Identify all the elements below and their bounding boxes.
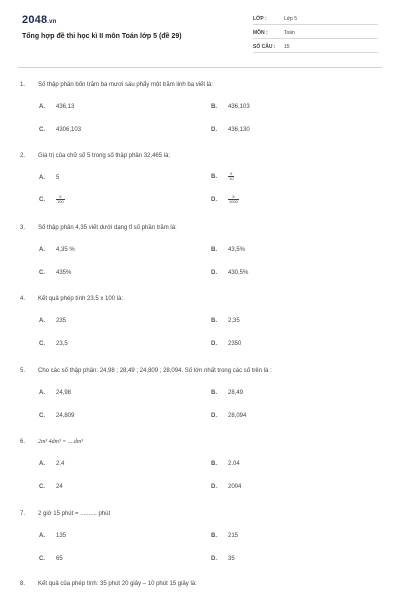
option-text: 435% bbox=[56, 270, 72, 276]
question-number: 8. bbox=[20, 581, 26, 587]
question-number: 5. bbox=[20, 368, 26, 374]
option-letter: C. bbox=[39, 341, 45, 347]
option-b[interactable] bbox=[211, 318, 240, 324]
option-letter: B. bbox=[211, 174, 217, 181]
option-letter: D. bbox=[211, 270, 217, 276]
option-letter: C. bbox=[39, 197, 45, 204]
question-number: 7. bbox=[20, 511, 26, 517]
option-text: 24 bbox=[56, 484, 63, 490]
option-letter: B. bbox=[211, 461, 217, 467]
option-text: 2,35 bbox=[228, 318, 240, 324]
option-letter: B. bbox=[211, 533, 217, 539]
option-text: 2.04 bbox=[228, 461, 240, 467]
option-letter: D. bbox=[211, 413, 217, 419]
option-b[interactable] bbox=[211, 104, 250, 110]
site-logo[interactable] bbox=[22, 14, 57, 26]
question-8 bbox=[0, 581, 400, 595]
option-letter: B. bbox=[211, 104, 217, 110]
option-c[interactable] bbox=[39, 413, 74, 419]
meta-key: MÔN : bbox=[253, 30, 268, 36]
document-header bbox=[0, 0, 400, 64]
option-text: 24,809 bbox=[56, 413, 75, 419]
option-d[interactable] bbox=[211, 127, 250, 133]
option-d[interactable] bbox=[211, 556, 235, 562]
option-letter: D. bbox=[211, 197, 217, 204]
option-d[interactable] bbox=[211, 413, 246, 419]
option-letter: C. bbox=[39, 270, 45, 276]
option-text: 436,13 bbox=[56, 104, 75, 110]
option-text: 28,094 bbox=[228, 413, 247, 419]
option-fraction bbox=[228, 172, 234, 181]
question-1 bbox=[0, 82, 400, 152]
header-divider bbox=[18, 67, 382, 68]
option-b[interactable] bbox=[211, 247, 245, 253]
option-a[interactable] bbox=[39, 533, 66, 539]
question-text: Giá trị của chữ số 5 trong số thập phân 32,465 là: bbox=[38, 153, 171, 159]
question-number: 6. bbox=[20, 439, 26, 445]
meta-value: Lớp 5 bbox=[284, 16, 298, 22]
option-c[interactable] bbox=[39, 484, 63, 490]
meta-value: 15 bbox=[284, 44, 290, 50]
option-fraction bbox=[228, 195, 239, 204]
option-text: 4,35 % bbox=[56, 247, 75, 253]
option-letter: A. bbox=[39, 533, 45, 539]
option-c[interactable] bbox=[39, 195, 65, 204]
option-b[interactable] bbox=[211, 461, 240, 467]
question-text: Số thập phân 4,35 viết dưới dạng tỉ số phần trăm là: bbox=[38, 225, 177, 231]
question-number: 3. bbox=[20, 225, 26, 231]
option-c[interactable] bbox=[39, 556, 63, 562]
question-5 bbox=[0, 368, 400, 438]
meta-key: SỐ CÂU : bbox=[253, 44, 276, 50]
option-text: 23,5 bbox=[56, 341, 68, 347]
option-letter: A. bbox=[39, 247, 45, 253]
option-text: 28,49 bbox=[228, 390, 244, 396]
fraction-denominator: 1000 bbox=[229, 199, 238, 204]
option-text: 135 bbox=[56, 533, 67, 539]
option-d[interactable] bbox=[211, 484, 241, 490]
option-b[interactable] bbox=[211, 533, 238, 539]
option-text: 2004 bbox=[228, 484, 242, 490]
fraction-denominator: 100 bbox=[57, 199, 64, 204]
option-letter: C. bbox=[39, 484, 45, 490]
option-text: 2350 bbox=[228, 341, 242, 347]
option-letter: D. bbox=[211, 341, 217, 347]
option-text: 430,5% bbox=[228, 270, 249, 276]
option-text: 65 bbox=[56, 556, 63, 562]
question-number: 2. bbox=[20, 153, 26, 159]
option-letter: B. bbox=[211, 318, 217, 324]
fraction-numerator: 5 bbox=[228, 172, 234, 177]
question-number: 4. bbox=[20, 296, 26, 302]
option-d[interactable] bbox=[211, 195, 239, 204]
question-2 bbox=[0, 153, 400, 223]
option-d[interactable] bbox=[211, 341, 241, 347]
option-text: 235 bbox=[56, 318, 67, 324]
question-text: 2 giờ 15 phút = .......... phút bbox=[38, 511, 111, 517]
meta-key: LỚP : bbox=[253, 16, 267, 22]
option-text: 436,130 bbox=[228, 127, 250, 133]
option-text: 4306,103 bbox=[56, 127, 82, 133]
option-text: 24,98 bbox=[56, 390, 72, 396]
fraction-numerator: 5 bbox=[56, 195, 65, 200]
question-6 bbox=[0, 439, 400, 509]
option-a[interactable] bbox=[39, 390, 71, 396]
option-a[interactable] bbox=[39, 175, 59, 181]
option-letter: B. bbox=[211, 247, 217, 253]
question-3 bbox=[0, 225, 400, 295]
document-title: Tổng hợp đề thi học kì II môn Toán lớp 5 (đề 29) bbox=[22, 33, 182, 40]
question-number: 1. bbox=[20, 82, 26, 88]
meta-value: Toán bbox=[284, 30, 295, 36]
question-4 bbox=[0, 296, 400, 366]
option-letter: D. bbox=[211, 127, 217, 133]
option-letter: A. bbox=[39, 461, 45, 467]
option-letter: A. bbox=[39, 318, 45, 324]
option-letter: D. bbox=[211, 484, 217, 490]
option-a[interactable] bbox=[39, 461, 64, 467]
logo-main: 2048 bbox=[22, 14, 48, 26]
option-c[interactable] bbox=[39, 127, 81, 133]
question-text: Cho các số thập phân: 24,98 ; 28,49 ; 24,809 ; 28,094. Số lớn nhất trong các số trên là : bbox=[38, 368, 272, 374]
option-text: 35 bbox=[228, 556, 235, 562]
option-letter: C. bbox=[39, 127, 45, 133]
question-7 bbox=[0, 511, 400, 581]
fraction-denominator: 10 bbox=[229, 176, 234, 181]
question-text: Kết quả của phép tính: 35 phút 20 giây – 10 phút 15 giây là: bbox=[38, 581, 197, 587]
meta-row-subject bbox=[253, 26, 378, 39]
option-a[interactable] bbox=[39, 104, 74, 110]
option-letter: A. bbox=[39, 104, 45, 110]
option-letter: C. bbox=[39, 556, 45, 562]
question-text: Kết quả phép tính 23,5 x 100 là: bbox=[38, 296, 124, 302]
option-d[interactable] bbox=[211, 270, 248, 276]
meta-row-class bbox=[253, 12, 378, 25]
option-text: 215 bbox=[228, 533, 239, 539]
fraction-numerator: 5 bbox=[228, 195, 239, 200]
option-letter: A. bbox=[39, 390, 45, 396]
option-a[interactable] bbox=[39, 247, 75, 253]
option-text: 5 bbox=[56, 175, 60, 181]
option-letter: D. bbox=[211, 556, 217, 562]
option-c[interactable] bbox=[39, 270, 71, 276]
meta-row-count bbox=[253, 40, 378, 53]
option-fraction bbox=[56, 195, 65, 204]
question-text: 2m³ 4dm³ = ....dm³ bbox=[38, 439, 83, 445]
option-letter: B. bbox=[211, 390, 217, 396]
option-a[interactable] bbox=[39, 318, 66, 324]
option-b[interactable] bbox=[211, 172, 234, 181]
option-text: 436,103 bbox=[228, 104, 250, 110]
option-c[interactable] bbox=[39, 341, 68, 347]
option-letter: C. bbox=[39, 413, 45, 419]
question-text: Số thập phân bốn trăm ba mươi sáu phẩy một trăm linh ba viết là: bbox=[38, 82, 214, 88]
option-b[interactable] bbox=[211, 390, 243, 396]
option-text: 43,5% bbox=[228, 247, 246, 253]
option-text: 2.4 bbox=[56, 461, 65, 467]
option-letter: A. bbox=[39, 175, 45, 181]
logo-suffix: .vn bbox=[47, 19, 57, 25]
